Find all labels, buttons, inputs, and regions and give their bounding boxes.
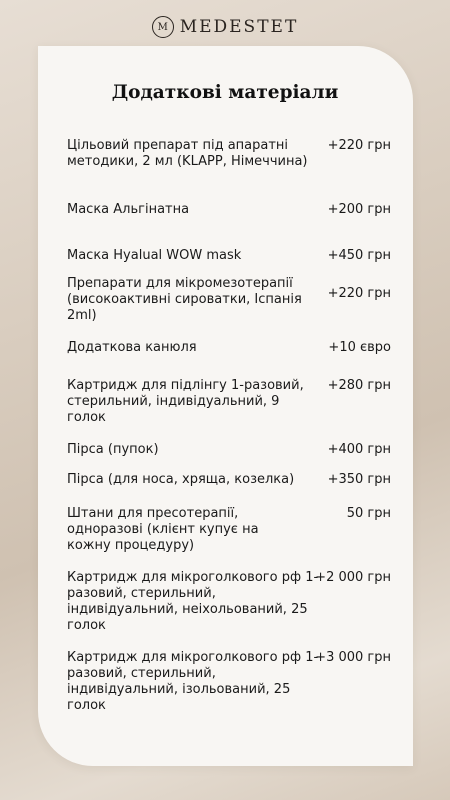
item-name: Цільовий препарат під апаратні методики, 2 мл (KLAPP, Німеччина)	[67, 138, 308, 169]
item-name: Додаткова канюля	[67, 340, 197, 355]
item-price: +400 грн	[327, 442, 391, 457]
item-name: Картридж для мікроголкового рф 1-разовий, стерильний, індивідуальний, неіхольований, 25 голок	[67, 570, 319, 633]
item-price: +450 грн	[327, 248, 391, 263]
item-price: +220 грн	[327, 286, 391, 301]
item-price: +3 000 грн	[315, 650, 391, 665]
brand-logo	[0, 16, 450, 38]
item-name: Маска Альгінатна	[67, 202, 190, 217]
item-price: 50 грн	[346, 506, 391, 521]
item-price: +10 євро	[328, 340, 391, 355]
item-price: +200 грн	[327, 202, 391, 217]
item-price: +350 грн	[327, 472, 391, 487]
item-name: Картридж для мікроголкового рф 1-разовий, стерильний, індивідуальний, ізольований, 25 голок	[67, 650, 319, 713]
item-name: Пірса (для носа, хряща, козелка)	[67, 472, 295, 487]
brand-name: MEDESTET	[179, 17, 299, 37]
item-price: +220 грн	[327, 138, 391, 153]
item-price: +280 грн	[327, 378, 391, 393]
page-title: Додаткові матеріали	[111, 82, 339, 103]
item-name: Картридж для підлінгу 1-разовий, стерильний, індивідуальний, 9 голок	[67, 378, 304, 425]
item-name: Штани для пресотерапії, одноразові (клієнт купує на кожну процедуру)	[67, 506, 259, 553]
item-name: Препарати для мікромезотерапії (високоактивні сироватки, Іспанія 2ml)	[67, 276, 302, 323]
item-name: Пірса (пупок)	[67, 442, 159, 457]
item-price: +2 000 грн	[315, 570, 391, 585]
item-name: Маска Hyalual WOW mask	[67, 248, 242, 263]
logo-mark-icon: M	[152, 16, 174, 38]
